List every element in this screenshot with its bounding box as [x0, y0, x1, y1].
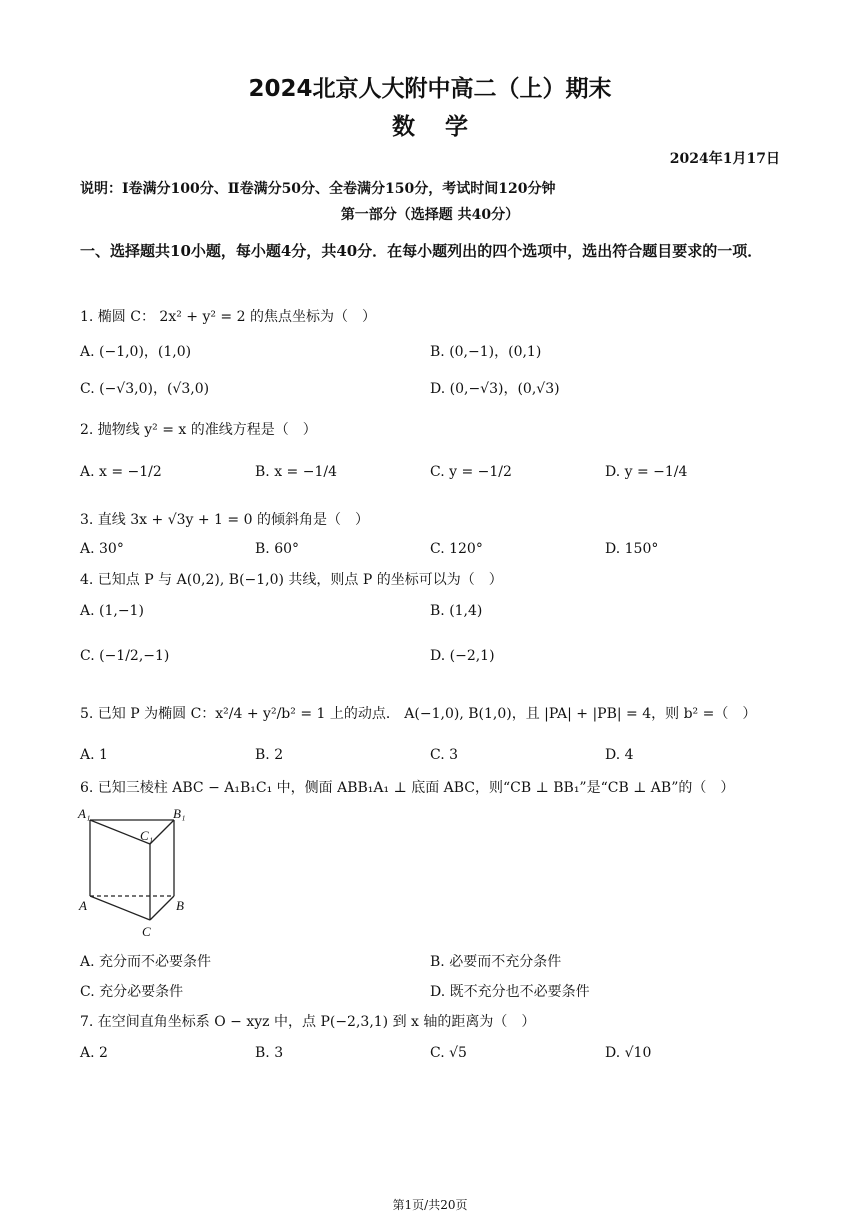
question-6-option-d: D. 既不充分也不必要条件: [430, 984, 590, 1000]
label-c1: C₁: [140, 828, 154, 843]
page-footer: 第1页/共20页: [392, 1198, 468, 1212]
subject-title: 数学: [392, 114, 498, 140]
question-6-option-a: A. 充分而不必要条件: [80, 954, 212, 970]
question-4-option-d: D. (−2,1): [430, 648, 495, 664]
question-4-option-b: B. (1,4): [430, 603, 483, 619]
question-5-stem: 5. 已知 P 为椭圆 C：x²/4 + y²/b² = 1 上的动点． A(−1,0), B(1,0)，且 |PA| + |PB| = 4，则 b² =（ ）: [80, 706, 757, 722]
question-7-option-a: A. 2: [80, 1045, 108, 1061]
question-2-option-a: A. x = −1/2: [80, 464, 162, 480]
question-1-stem: 1. 椭圆 C： 2x² + y² = 2 的焦点坐标为（ ）: [80, 309, 376, 325]
question-4-option-a: A. (1,−1): [80, 603, 144, 619]
question-6-option-b: B. 必要而不充分条件: [430, 954, 562, 970]
question-7-option-b: B. 3: [255, 1045, 284, 1061]
question-6-option-c: C. 充分必要条件: [80, 984, 184, 1000]
question-7-option-c: C. √5: [430, 1045, 467, 1061]
question-7-option-d: D. √10: [605, 1045, 652, 1061]
question-3-option-b: B. 60°: [255, 541, 300, 557]
question-7-stem: 7. 在空间直角坐标系 O − xyz 中，点 P(−2,3,1) 到 x 轴的距离为（ ）: [80, 1014, 536, 1030]
question-5-option-b: B. 2: [255, 747, 284, 763]
question-5-option-c: C. 3: [430, 747, 459, 763]
question-6-stem: 6. 已知三棱柱 ABC − A₁B₁C₁ 中，侧面 ABB₁A₁ ⊥ 底面 ABC，则“CB ⊥ BB₁”是“CB ⊥ AB”的（ ）: [80, 780, 735, 796]
edge-c1b1: [150, 820, 174, 844]
label-a1: A₁: [78, 806, 91, 821]
section-heading: 一、选择题共10小题，每小题4分，共40分．在每小题列出的四个选项中，选出符合题目要求的一项．: [80, 242, 763, 260]
question-2-option-b: B. x = −1/4: [255, 464, 337, 480]
question-5-option-a: A. 1: [80, 747, 108, 763]
part-heading: 第一部分（选择题 共40分）: [340, 207, 520, 223]
question-5-option-d: D. 4: [605, 747, 634, 763]
label-a: A: [79, 898, 87, 913]
question-1-option-d: D. (0,−√3)，(0,√3): [430, 381, 560, 397]
question-3-stem: 3. 直线 3x + √3y + 1 = 0 的倾斜角是（ ）: [80, 512, 369, 528]
question-4-stem: 4. 已知点 P 与 A(0,2), B(−1,0) 共线，则点 P 的坐标可以为（ ）: [80, 572, 503, 588]
label-c: C: [142, 924, 151, 939]
edge-ac: [90, 896, 150, 920]
question-1-option-b: B. (0,−1)，(0,1): [430, 344, 542, 360]
question-3-option-d: D. 150°: [605, 541, 659, 557]
prism-figure: [76, 806, 196, 942]
question-4-option-c: C. (−1/2,−1): [80, 648, 170, 664]
question-3-option-c: C. 120°: [430, 541, 483, 557]
page-title: 2024北京人大附中高二（上）期末: [248, 76, 612, 102]
label-b: B: [176, 898, 184, 913]
exam-note: 说明：Ⅰ卷满分100分、Ⅱ卷满分50分、全卷满分150分，考试时间120分钟: [80, 181, 556, 197]
question-1-option-c: C. (−√3,0)，(√3,0): [80, 381, 210, 397]
question-2-stem: 2. 抛物线 y² = x 的准线方程是（ ）: [80, 422, 317, 438]
question-1-option-a: A. (−1,0)，(1,0): [80, 344, 192, 360]
question-2-option-c: C. y = −1/2: [430, 464, 512, 480]
edge-cb: [150, 896, 174, 920]
exam-date: 2024年1月17日: [669, 151, 780, 167]
label-b1: B₁: [173, 806, 186, 821]
question-2-option-d: D. y = −1/4: [605, 464, 688, 480]
question-3-option-a: A. 30°: [80, 541, 124, 557]
